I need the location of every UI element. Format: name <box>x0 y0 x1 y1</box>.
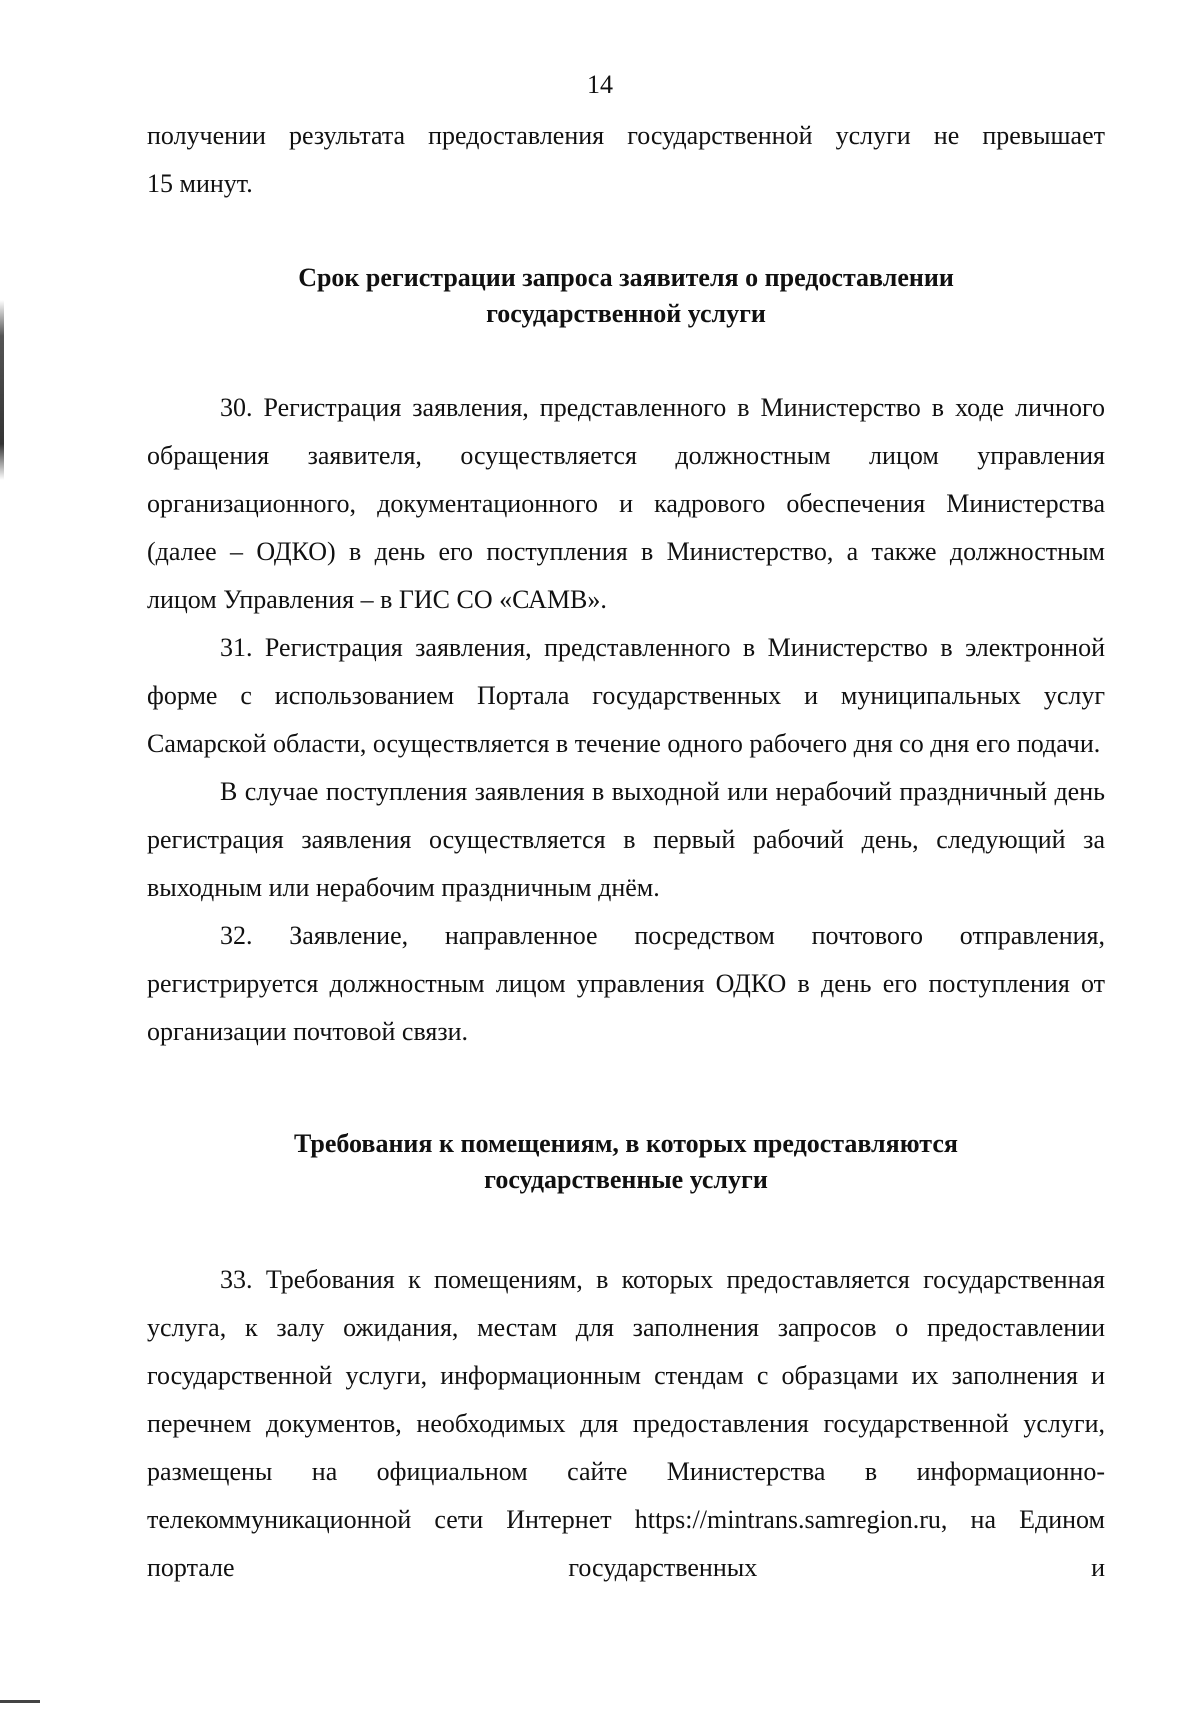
intro-line: получении результата предоставления государственной услуги не превышает <box>147 121 1105 150</box>
section-heading <box>147 1126 1105 1198</box>
scan-edge-mark <box>0 300 4 480</box>
section-heading-line: государственной услуги <box>486 299 766 328</box>
paragraph-33: 33. Требования к помещениям, в которых предоставляется государственная услуга, к залу ожидания, местам для заполнения запросов о предоставлении государственной услуги, информационным стендам с образцами их заполнения и перечнем документов, необходимых для предоставления государственной услуги, размещены на официальном сайте Министерства в информационно-телекоммуникационной сети Интернет https://mintrans.samregion.ru, на Едином портале государственных и <box>147 1265 1105 1582</box>
page-number: 14 <box>587 70 613 99</box>
paragraph-32: 32. Заявление, направленное посредством почтового отправления, регистрируется должностным лицом управления ОДКО в день его поступления от организации почтовой связи. <box>147 921 1105 1046</box>
document-body <box>147 112 1105 1592</box>
section-heading-line: государственные услуги <box>484 1165 768 1194</box>
section-heading-line: Требования к помещениям, в которых предоставляются <box>294 1129 958 1158</box>
intro-line: 15 минут. <box>147 169 253 198</box>
paragraph-31: 31. Регистрация заявления, представленного в Министерство в электронной форме с использованием Портала государственных и муниципальных услуг Самарской области, осуществляется в течение одного рабочего дня со дня его подачи. <box>147 633 1105 758</box>
section-heading-line: Срок регистрации запроса заявителя о предоставлении <box>298 263 954 292</box>
section-heading <box>147 260 1105 332</box>
paragraph-30: 30. Регистрация заявления, представленного в Министерство в ходе личного обращения заявителя, осуществляется должностным лицом управления организационного, документационного и кадрового обеспечения Министерства (далее – ОДКО) в день его поступления в Министерство, а также должностным лицом Управления – в ГИС СО «САМВ». <box>147 393 1105 614</box>
paragraph-31-holiday: В случае поступления заявления в выходной или нерабочий праздничный день регистрация заявления осуществляется в первый рабочий день, следующий за выходным или нерабочим праздничным днём. <box>147 777 1105 902</box>
scan-edge-mark <box>0 1700 40 1703</box>
